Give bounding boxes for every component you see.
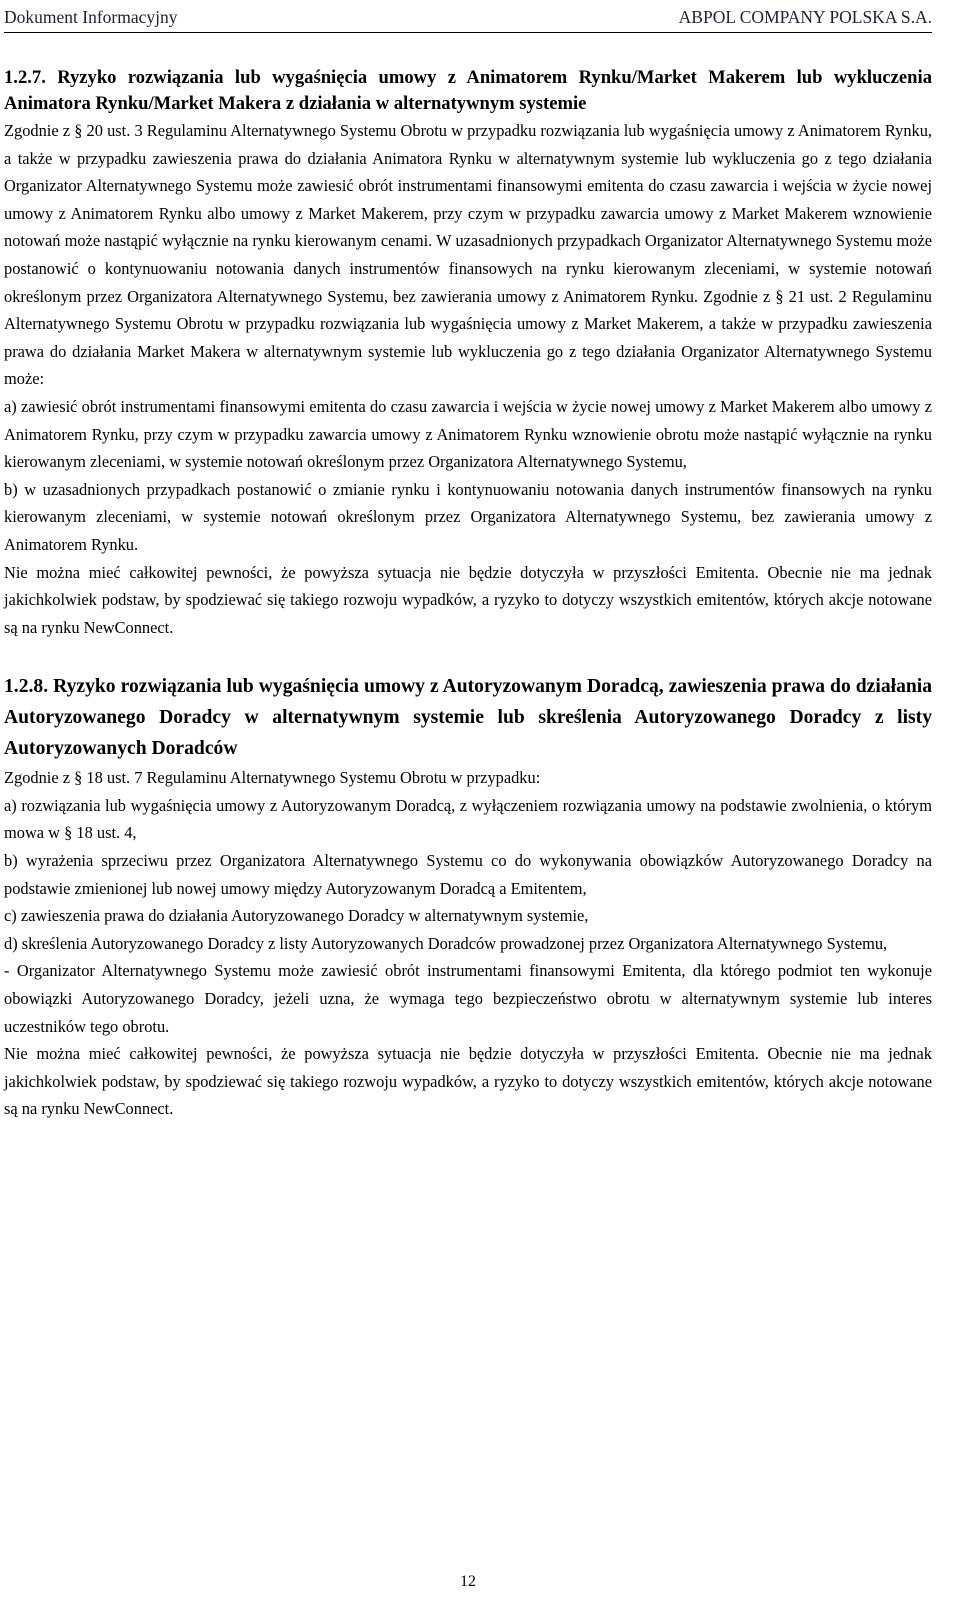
- page-header: [4, 0, 932, 30]
- section-spacer: [4, 641, 932, 671]
- paragraph: - Organizator Alternatywnego Systemu może zawiesić obrót instrumentami finansowymi Emitenta, dla którego podmiot ten wykonuje obowiązki Autoryzowanego Doradcy, jeżeli uzna, że wymaga tego bezpieczeństwo obrotu w alternatywnym systemie lub interes uczestników tego obrotu.: [4, 961, 932, 1036]
- paragraph: b) wyrażenia sprzeciwu przez Organizatora Alternatywnego Systemu co do wykonywania obowiązków Autoryzowanego Doradcy na podstawie zmienionej lub nowej umowy między Autoryzowanym Doradcą a Emitentem,: [4, 851, 932, 898]
- section-1-2-7: [4, 65, 932, 641]
- paragraph: a) zawiesić obrót instrumentami finansowymi emitenta do czasu zawarcia i wejścia w życie nowej umowy z Market Makerem albo umowy z Animatorem Rynku, przy czym w przypadku zawarcia umowy z Animatorem Rynku wznowienie obrotu może nastąpić wyłącznie na rynku kierowanym zleceniami, w systemie notowań określonym przez Organizatora Alternatywnego Systemu,: [4, 396, 932, 472]
- company-name-label: ABPOL COMPANY POLSKA S.A.: [678, 7, 932, 27]
- document-body: [4, 65, 932, 1123]
- paragraph: c) zawieszenia prawa do działania Autoryzowanego Doradcy w alternatywnym systemie,: [4, 906, 589, 926]
- header-divider: [4, 32, 932, 33]
- paragraph: Nie można mieć całkowitej pewności, że powyższa sytuacja nie będzie dotyczyła w przyszłości Emitenta. Obecnie nie ma jednak jakichkolwiek podstaw, by spodziewać się takiego rozwoju wypadków, a ryzyko to dotyczy wszystkich emitentów, których akcje notowane są na rynku NewConnect.: [4, 562, 932, 637]
- section-heading: 1.2.7. Ryzyko rozwiązania lub wygaśnięcia umowy z Animatorem Rynku/Market Makerem lub wykluczenia Animatora Rynku/Market Makera z działania w alternatywnym systemie: [4, 67, 932, 114]
- paragraph: Nie można mieć całkowitej pewności, że powyższa sytuacja nie będzie dotyczyła w przyszłości Emitenta. Obecnie nie ma jednak jakichkolwiek podstaw, by spodziewać się takiego rozwoju wypadków, a ryzyko to dotyczy wszystkich emitentów, których akcje notowane są na rynku NewConnect.: [4, 1044, 932, 1119]
- page-number: 12: [460, 1573, 476, 1590]
- paragraph: Zgodnie z § 18 ust. 7 Regulaminu Alternatywnego Systemu Obrotu w przypadku:: [4, 768, 541, 788]
- document-type-label: Dokument Informacyjny: [4, 7, 178, 27]
- paragraph: b) w uzasadnionych przypadkach postanowić o zmianie rynku i kontynuowaniu notowania danych instrumentów finansowych na rynku kierowanym zleceniami, w systemie notowań określonym przez Organizatora Alternatywnego Systemu, bez zawierania umowy z Animatorem Rynku.: [4, 479, 932, 554]
- paragraph: d) skreślenia Autoryzowanego Doradcy z listy Autoryzowanych Doradców prowadzonej przez Organizatora Alternatywnego Systemu,: [4, 933, 888, 953]
- section-heading: 1.2.8. Ryzyko rozwiązania lub wygaśnięcia umowy z Autoryzowanym Doradcą, zawieszenia prawa do działania Autoryzowanego Doradcy w alternatywnym systemie lub skreślenia Autoryzowanego Doradcy z listy Autoryzowanych Doradców: [4, 676, 932, 760]
- section-1-2-8: [4, 671, 932, 1123]
- paragraph: Zgodnie z § 20 ust. 3 Regulaminu Alternatywnego Systemu Obrotu w przypadku rozwiązania lub wygaśnięcia umowy z Animatorem Rynku, a także w przypadku zawieszenia prawa do działania Animatora Rynku w alternatywnym systemie lub wykluczenia go z tego działania Organizator Alternatywnego Systemu może zawiesić obrót instrumentami finansowymi emitenta do czasu zawarcia i wejścia w życie nowej umowy z Animatorem Rynku albo umowy z Market Makerem, przy czym w przypadku zawarcia umowy z Market Makerem wznowienie notowań może nastąpić wyłącznie na rynku kierowanym cenami. W uzasadnionych przypadkach Organizator Alternatywnego Systemu może postanowić o kontynuowaniu notowania danych instrumentów finansowych na rynku kierowanym zleceniami, w systemie notowań określonym przez Organizatora Alternatywnego Systemu, bez zawierania umowy z Animatorem Rynku. Zgodnie z § 21 ust. 2 Regulaminu Alternatywnego Systemu Obrotu w przypadku rozwiązania lub wygaśnięcia umowy z Market Makerem, a także w przypadku zawieszenia prawa do działania Market Makera w alternatywnym systemie lub wykluczenia go z tego działania Organizator Alternatywnego Systemu może:: [4, 121, 932, 389]
- paragraph: a) rozwiązania lub wygaśnięcia umowy z Autoryzowanym Doradcą, z wyłączeniem rozwiązania umowy na podstawie zwolnienia, o którym mowa w § 18 ust. 4,: [4, 795, 932, 843]
